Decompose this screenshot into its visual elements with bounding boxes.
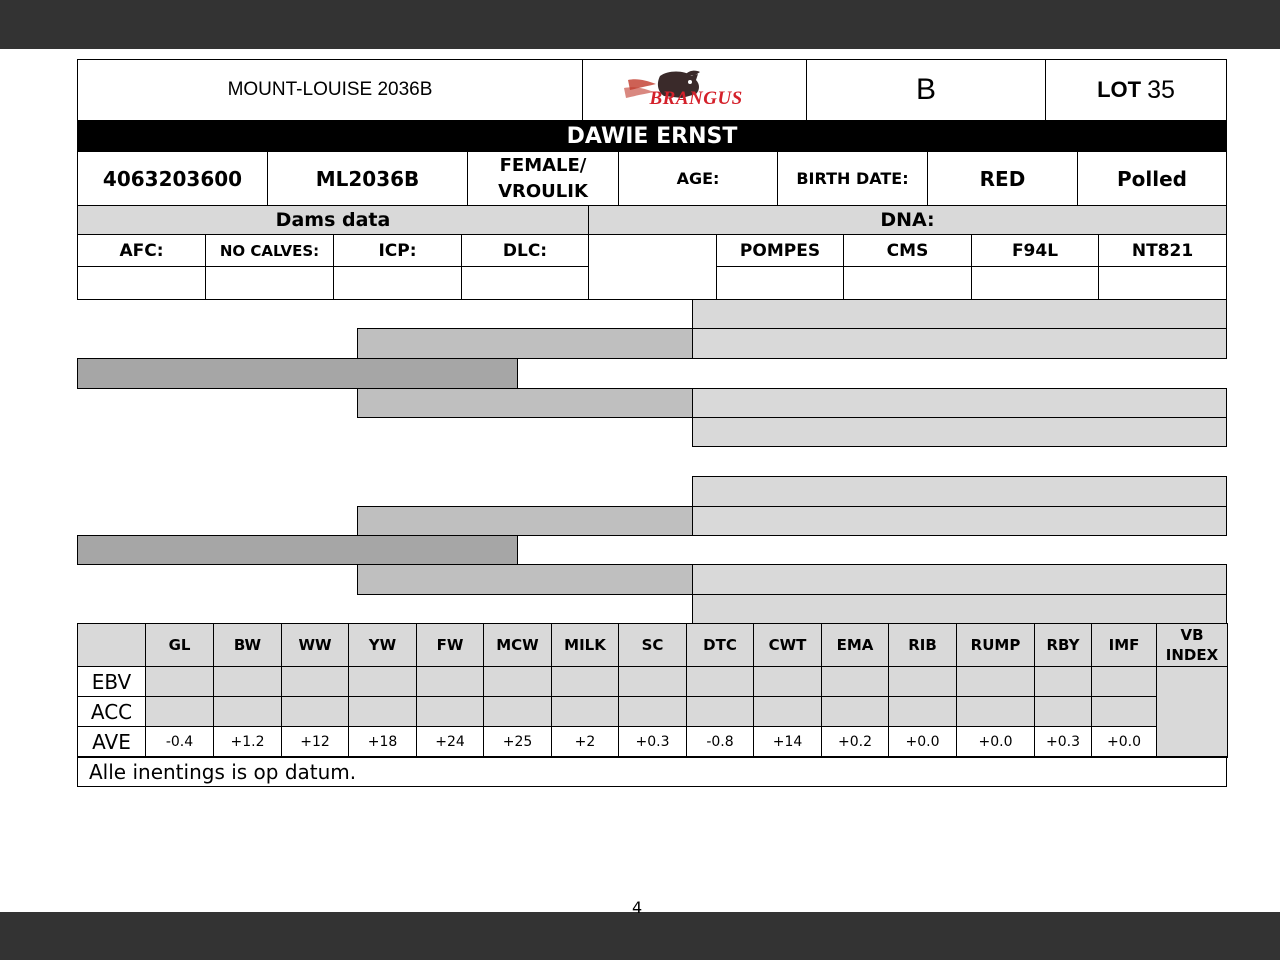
ebv-col-header-text: RBY	[1046, 636, 1080, 654]
dams-col-icp	[333, 234, 462, 267]
pedigree-great-grandparent	[692, 417, 1227, 447]
ebv-value	[956, 726, 1035, 758]
ebv-col-header-text: MILK	[564, 636, 606, 654]
ebv-value-text: +14	[772, 734, 803, 750]
grade-cell	[806, 59, 1046, 121]
dams-title: Dams data	[275, 209, 391, 231]
ebv-value	[551, 666, 619, 697]
dams-col-no-calves	[205, 234, 334, 267]
ebv-value	[551, 696, 619, 727]
ebv-row-label	[77, 666, 146, 697]
pedigree-grandparent	[357, 564, 693, 595]
animal-id: ML2036B	[315, 166, 420, 191]
ebv-row-label-text: AVE	[92, 730, 131, 754]
ebv-value	[618, 726, 687, 758]
ebv-col-header	[618, 623, 687, 667]
dna-title-cell	[588, 205, 1227, 235]
ebv-col-header-text: YW	[368, 636, 397, 654]
ebv-col-header	[281, 623, 349, 667]
viewer-bottom-bar	[0, 912, 1280, 960]
ebv-col-header	[686, 623, 754, 667]
dams-col-label: ICP:	[378, 240, 417, 261]
ebv-row-label-text: EBV	[91, 669, 132, 694]
ebv-value	[213, 696, 282, 727]
ebv-col-header	[213, 623, 282, 667]
pedigree-great-grandparent	[692, 388, 1227, 418]
dna-col-label: F94L	[1011, 240, 1059, 261]
ebv-col-header	[483, 623, 552, 667]
ebv-value-text: +0.0	[978, 734, 1013, 750]
dna-value-cell	[843, 266, 972, 300]
ebv-col-header	[416, 623, 484, 667]
dams-title-cell	[77, 205, 589, 235]
ebv-col-header-text: EMA	[836, 636, 874, 654]
ebv-value	[281, 696, 349, 727]
viewer-top-bar	[0, 0, 1280, 49]
age-label: AGE:	[676, 169, 720, 188]
ebv-value	[686, 666, 754, 697]
sex-cell	[467, 151, 619, 206]
ebv-value	[956, 666, 1035, 697]
ebv-col-header	[551, 623, 619, 667]
ebv-col-header	[821, 623, 889, 667]
ebv-value-text: +0.2	[838, 734, 872, 750]
pedigree-dam	[77, 535, 518, 565]
ebv-value	[1034, 726, 1092, 758]
vb-index-label: VB	[1180, 626, 1204, 644]
dna-value-cell	[1098, 266, 1227, 300]
ebv-value	[348, 726, 417, 758]
ebv-col-header-text: DTC	[703, 636, 737, 654]
dna-title: DNA:	[880, 209, 935, 231]
ebv-col-header-text: CWT	[768, 636, 807, 654]
ebv-value	[145, 696, 214, 727]
ebv-value-text: -0.8	[706, 734, 734, 750]
vb-index-label: INDEX	[1165, 646, 1219, 664]
ebv-value	[821, 666, 889, 697]
ebv-value	[213, 666, 282, 697]
dams-value-cell	[461, 266, 589, 300]
ebv-value-text: -0.4	[165, 734, 194, 750]
ebv-col-header	[956, 623, 1035, 667]
ebv-value	[1091, 666, 1157, 697]
pedigree-great-grandparent	[692, 299, 1227, 329]
ebv-row-label	[77, 726, 146, 758]
ebv-value	[348, 696, 417, 727]
ebv-col-header-text: GL	[168, 636, 191, 654]
ebv-value	[618, 696, 687, 727]
vb-index-value	[1156, 666, 1228, 758]
ebv-col-header	[348, 623, 417, 667]
dams-col-dlc	[461, 234, 589, 267]
ebv-value-text: +18	[367, 734, 398, 750]
age-cell	[618, 151, 778, 206]
ebv-col-header	[888, 623, 957, 667]
dna-col-cms	[843, 234, 972, 267]
registration-cell	[77, 151, 268, 206]
ebv-value-text: +24	[435, 734, 465, 750]
ebv-corner	[77, 623, 146, 667]
dna-col-nt821	[1098, 234, 1227, 267]
buyer-name: DAWIE ERNST	[566, 123, 738, 149]
ebv-value	[551, 726, 619, 758]
pedigree-great-grandparent	[692, 328, 1227, 359]
ebv-row-label-text: ACC	[90, 699, 133, 724]
ebv-col-header	[753, 623, 822, 667]
ebv-value	[888, 696, 957, 727]
ebv-col-header-text: RIB	[908, 636, 937, 654]
ebv-value	[213, 726, 282, 758]
page-number: 4	[632, 898, 643, 917]
ebv-value	[483, 666, 552, 697]
pedigree-grandparent	[357, 388, 693, 418]
colour-cell	[927, 151, 1078, 206]
footer-note: Alle inentings is op datum.	[89, 759, 357, 784]
lot-cell	[1045, 59, 1227, 121]
dna-value-cell	[716, 266, 844, 300]
ebv-value	[416, 696, 484, 727]
animal-name: MOUNT-LOUISE 2036B	[227, 79, 433, 100]
logo-text: BRANGUS	[649, 88, 743, 109]
ebv-col-header-text: IMF	[1108, 636, 1140, 654]
pedigree-grandparent	[357, 328, 693, 359]
ebv-value	[281, 726, 349, 758]
ebv-col-header-text: MCW	[496, 636, 539, 654]
ebv-value	[145, 666, 214, 697]
pedigree-sire	[77, 358, 518, 389]
dna-value-cell	[971, 266, 1099, 300]
dna-col-label: CMS	[886, 240, 929, 261]
ebv-col-header	[1091, 623, 1157, 667]
dams-col-label: NO CALVES:	[219, 241, 320, 260]
sex-line1: FEMALE/	[499, 154, 587, 176]
footer-note-cell	[77, 756, 1227, 787]
grade: B	[915, 73, 936, 106]
ebv-value	[483, 696, 552, 727]
ebv-col-header-text: WW	[298, 636, 332, 654]
dna-col-label: POMPES	[739, 240, 821, 261]
ebv-value-text: +0.3	[1046, 734, 1080, 750]
ebv-col-header-text: RUMP	[970, 636, 1021, 654]
ebv-col-header	[145, 623, 214, 667]
ebv-value	[416, 726, 484, 758]
ebv-value	[1034, 666, 1092, 697]
logo-cell	[582, 59, 807, 121]
pedigree-great-grandparent	[692, 476, 1227, 507]
animal-name-cell	[77, 59, 583, 121]
buyer-banner	[77, 120, 1227, 152]
ebv-value	[1091, 696, 1157, 727]
ebv-value	[483, 726, 552, 758]
ebv-value-text: +2	[574, 734, 596, 750]
dna-col-label: NT821	[1131, 240, 1194, 261]
ebv-row-label	[77, 696, 146, 727]
colour: RED	[979, 166, 1026, 191]
ebv-value	[145, 726, 214, 758]
ebv-value-text: +0.0	[1107, 734, 1141, 750]
dna-blank-cell	[588, 234, 717, 300]
lot-number: 35	[1147, 75, 1175, 104]
ebv-value	[821, 696, 889, 727]
lot-label: LOT	[1097, 77, 1142, 102]
ebv-value-text: +12	[300, 734, 330, 750]
registration-number: 4063203600	[102, 166, 243, 191]
dams-value-cell	[77, 266, 206, 300]
ebv-col-header	[1034, 623, 1092, 667]
ebv-col-header-text: BW	[233, 636, 262, 654]
ebv-value	[753, 696, 822, 727]
brangus-logo	[620, 68, 770, 112]
birth-date-cell	[777, 151, 928, 206]
ebv-col-header-text: FW	[436, 636, 464, 654]
dams-col-afc	[77, 234, 206, 267]
ebv-value	[753, 726, 822, 758]
ebv-value	[956, 696, 1035, 727]
ebv-value-text: +0.3	[635, 734, 670, 750]
ebv-value	[348, 666, 417, 697]
ebv-value-text: +0.0	[905, 734, 940, 750]
ebv-value	[686, 726, 754, 758]
dna-col-f94l	[971, 234, 1099, 267]
dna-col-pompes	[716, 234, 844, 267]
pedigree-great-grandparent	[692, 594, 1227, 625]
pedigree-great-grandparent	[692, 506, 1227, 536]
ebv-value-text: +25	[502, 734, 533, 750]
ebv-col-header-text: SC	[641, 636, 664, 654]
ebv-value	[888, 726, 957, 758]
horn-cell	[1077, 151, 1227, 206]
sex-line2: VROULIK	[498, 180, 588, 202]
ebv-value	[753, 666, 822, 697]
ebv-value	[281, 666, 349, 697]
dams-value-cell	[205, 266, 334, 300]
ebv-value	[821, 726, 889, 758]
pedigree-grandparent	[357, 506, 693, 536]
ebv-value	[1034, 696, 1092, 727]
dams-col-label: DLC:	[502, 240, 548, 261]
ebv-value	[888, 666, 957, 697]
birth-date-label: BIRTH DATE:	[796, 169, 909, 188]
dams-value-cell	[333, 266, 462, 300]
ebv-value	[686, 696, 754, 727]
pedigree-great-grandparent	[692, 564, 1227, 595]
ebv-value	[416, 666, 484, 697]
ebv-value	[1091, 726, 1157, 758]
vb-index-header	[1156, 623, 1228, 667]
dams-col-label: AFC:	[119, 240, 164, 261]
id-cell	[267, 151, 468, 206]
ebv-value-text: +1.2	[230, 734, 265, 750]
ebv-value	[618, 666, 687, 697]
horn-status: Polled	[1117, 166, 1187, 191]
